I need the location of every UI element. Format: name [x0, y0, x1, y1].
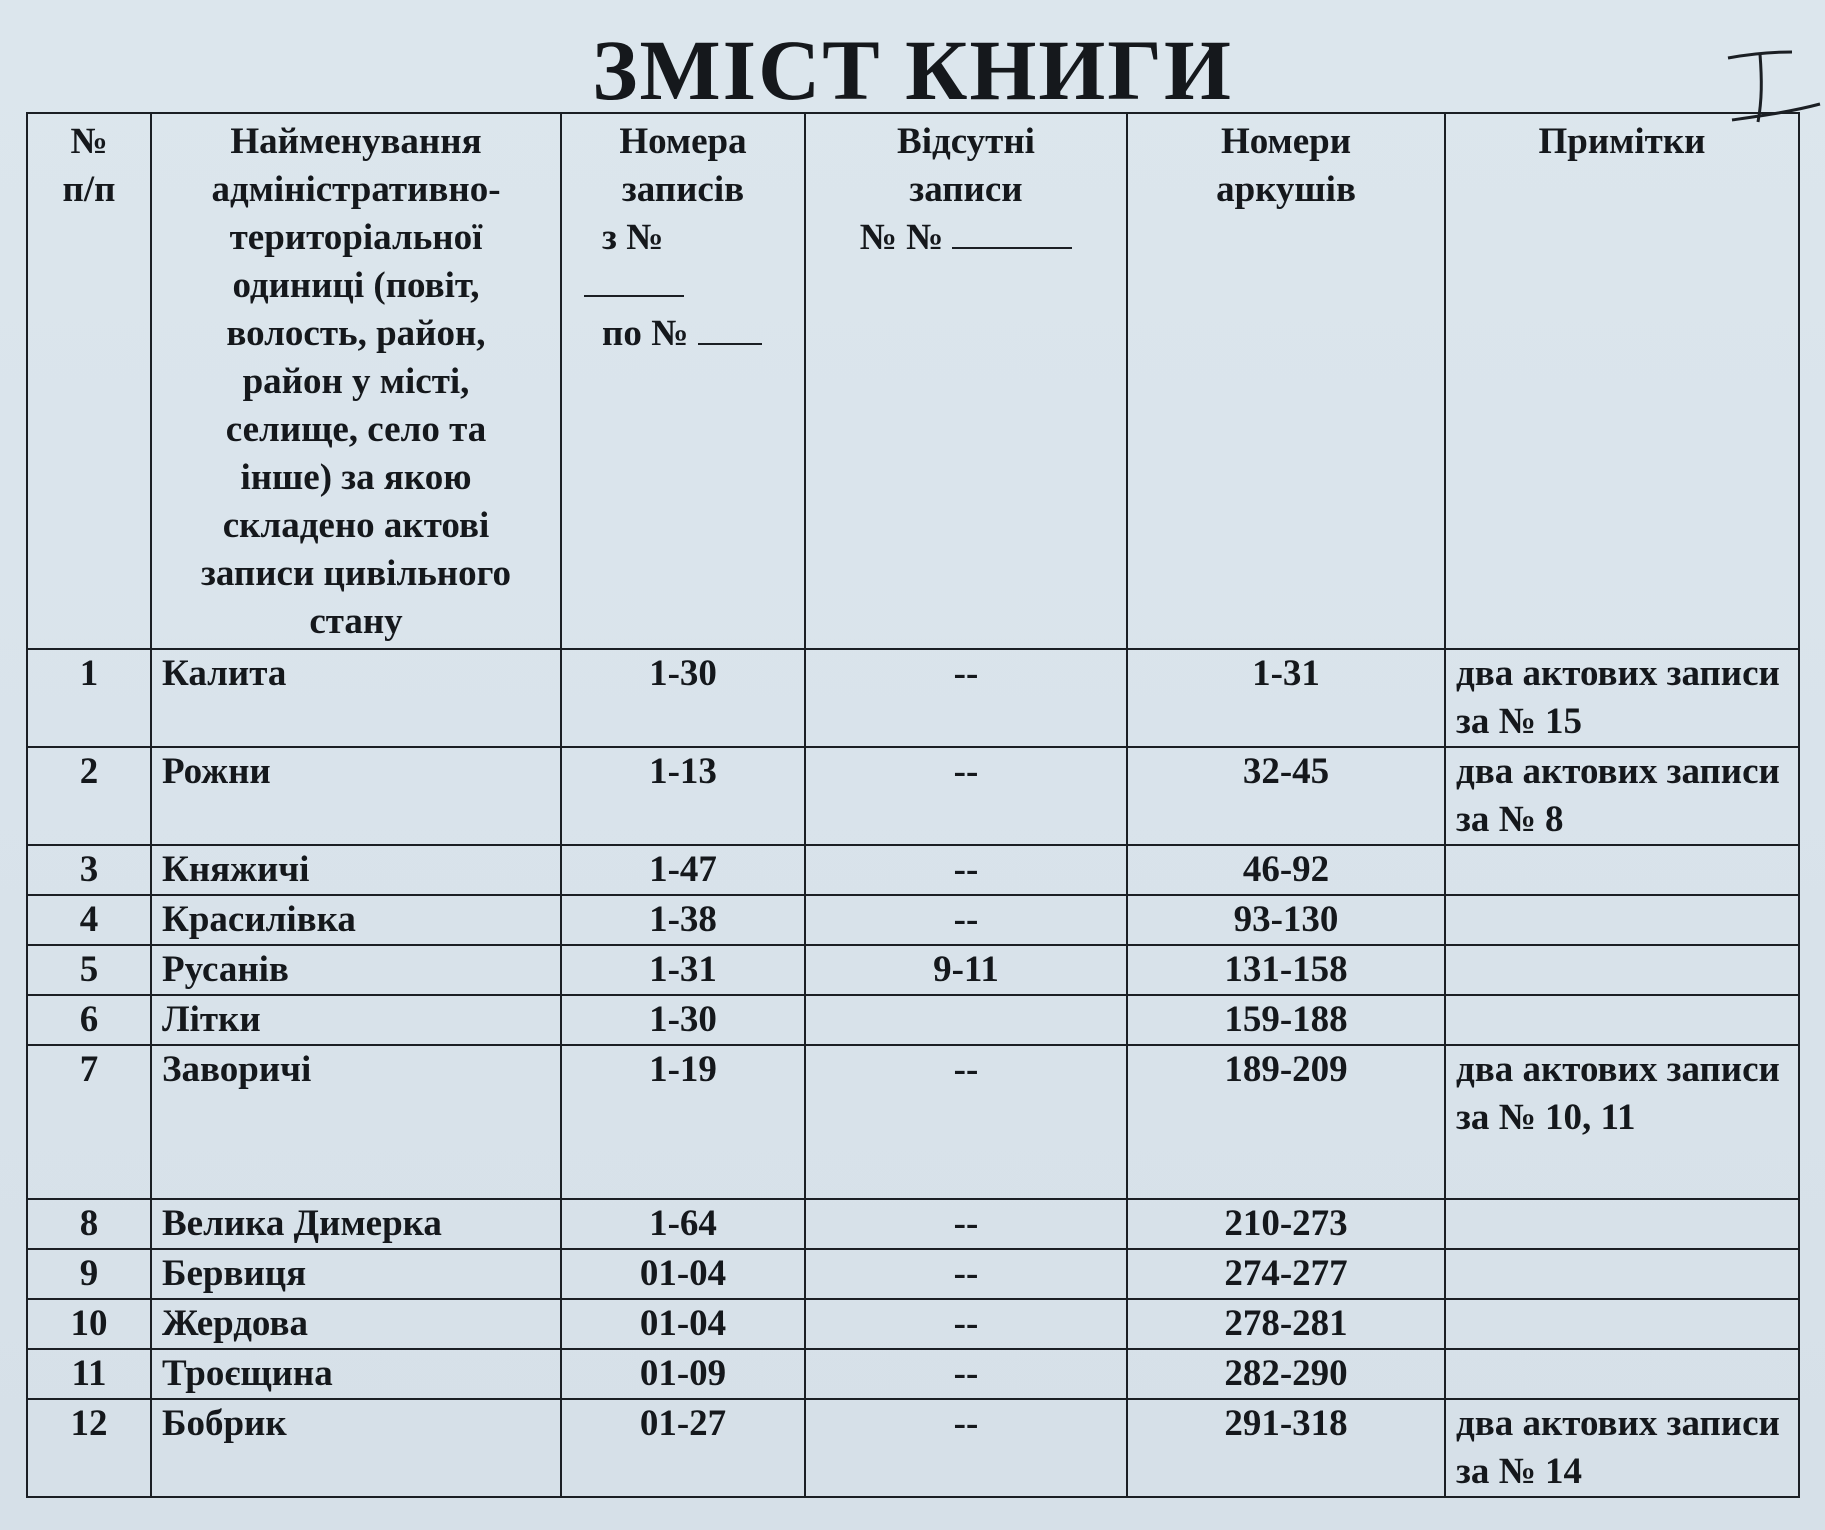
- header-name: Найменування адміністративно- територіальної одиниці (повіт, волость, район, район у місті, селище, село та інше) за якою складено актові записи цивільного стану: [151, 113, 561, 649]
- row-note: [1445, 995, 1799, 1045]
- table-row: [27, 1199, 1799, 1249]
- row-name: Велика Димерка: [151, 1199, 561, 1249]
- row-missing: --: [805, 895, 1127, 945]
- row-sheets: 1-31: [1127, 649, 1445, 747]
- row-note: два актових записи за № 10, 11: [1445, 1045, 1799, 1199]
- row-sheets: 291-318: [1127, 1399, 1445, 1497]
- row-num: 2: [27, 747, 151, 845]
- row-missing: 9-11: [805, 945, 1127, 995]
- row-num: 4: [27, 895, 151, 945]
- row-sheets: 210-273: [1127, 1199, 1445, 1249]
- row-sheets: 32-45: [1127, 747, 1445, 845]
- row-missing: --: [805, 1349, 1127, 1399]
- row-name: Калита: [151, 649, 561, 747]
- row-num: 6: [27, 995, 151, 1045]
- row-note: два актових записи за № 15: [1445, 649, 1799, 747]
- row-name: Красилівка: [151, 895, 561, 945]
- row-name: Жердова: [151, 1299, 561, 1349]
- table-row: [27, 747, 1799, 845]
- table-row: [27, 945, 1799, 995]
- row-missing: --: [805, 1299, 1127, 1349]
- row-records: 1-64: [561, 1199, 805, 1249]
- row-sheets: 189-209: [1127, 1045, 1445, 1199]
- row-sheets: 274-277: [1127, 1249, 1445, 1299]
- row-sheets: 278-281: [1127, 1299, 1445, 1349]
- table-row: [27, 1045, 1799, 1199]
- row-records: 1-19: [561, 1045, 805, 1199]
- row-records: 1-13: [561, 747, 805, 845]
- row-num: 5: [27, 945, 151, 995]
- row-num: 1: [27, 649, 151, 747]
- row-records: 1-31: [561, 945, 805, 995]
- row-missing: --: [805, 1249, 1127, 1299]
- row-note: два актових записи за № 8: [1445, 747, 1799, 845]
- row-num: 9: [27, 1249, 151, 1299]
- row-records: 01-27: [561, 1399, 805, 1497]
- row-records: 1-30: [561, 649, 805, 747]
- table-row: [27, 1249, 1799, 1299]
- row-missing: [805, 995, 1127, 1045]
- table-row: [27, 1299, 1799, 1349]
- row-note: [1445, 895, 1799, 945]
- row-name: Літки: [151, 995, 561, 1045]
- row-name: Русанів: [151, 945, 561, 995]
- row-num: 7: [27, 1045, 151, 1199]
- row-records: 01-04: [561, 1249, 805, 1299]
- table-row: [27, 1399, 1799, 1497]
- row-sheets: 131-158: [1127, 945, 1445, 995]
- table-row: [27, 995, 1799, 1045]
- table-row: [27, 845, 1799, 895]
- row-note: два актових записи за № 14: [1445, 1399, 1799, 1497]
- row-note: [1445, 1249, 1799, 1299]
- row-records: 1-30: [561, 995, 805, 1045]
- row-records: 01-09: [561, 1349, 805, 1399]
- row-missing: --: [805, 1199, 1127, 1249]
- table-row: [27, 895, 1799, 945]
- row-note: [1445, 1349, 1799, 1399]
- page-title: ЗМІСТ КНИГИ: [592, 22, 1233, 118]
- contents-table: [26, 112, 1800, 1498]
- row-missing: --: [805, 1399, 1127, 1497]
- header-notes: Примітки: [1445, 113, 1799, 649]
- row-missing: --: [805, 845, 1127, 895]
- row-num: 8: [27, 1199, 151, 1249]
- row-missing: --: [805, 649, 1127, 747]
- header-missing: Відсутні записи № №: [805, 113, 1127, 649]
- header-records: Номера записів з № по №: [561, 113, 805, 649]
- row-sheets: 159-188: [1127, 995, 1445, 1045]
- row-name: Рожни: [151, 747, 561, 845]
- row-num: 10: [27, 1299, 151, 1349]
- header-sheets: Номери аркушів: [1127, 113, 1445, 649]
- row-sheets: 93-130: [1127, 895, 1445, 945]
- row-missing: --: [805, 747, 1127, 845]
- row-num: 11: [27, 1349, 151, 1399]
- row-sheets: 46-92: [1127, 845, 1445, 895]
- row-note: [1445, 845, 1799, 895]
- row-note: [1445, 1199, 1799, 1249]
- table-row: [27, 649, 1799, 747]
- row-name: Троєщина: [151, 1349, 561, 1399]
- row-sheets: 282-290: [1127, 1349, 1445, 1399]
- row-name: Княжичі: [151, 845, 561, 895]
- row-name: Бервиця: [151, 1249, 561, 1299]
- header-num: № п/п: [27, 113, 151, 649]
- table-row: [27, 1349, 1799, 1399]
- row-name: Бобрик: [151, 1399, 561, 1497]
- row-records: 1-38: [561, 895, 805, 945]
- row-records: 01-04: [561, 1299, 805, 1349]
- row-records: 1-47: [561, 845, 805, 895]
- row-note: [1445, 945, 1799, 995]
- row-note: [1445, 1299, 1799, 1349]
- row-name: Заворичі: [151, 1045, 561, 1199]
- table-header-row: [27, 113, 1799, 649]
- row-num: 12: [27, 1399, 151, 1497]
- row-missing: --: [805, 1045, 1127, 1199]
- row-num: 3: [27, 845, 151, 895]
